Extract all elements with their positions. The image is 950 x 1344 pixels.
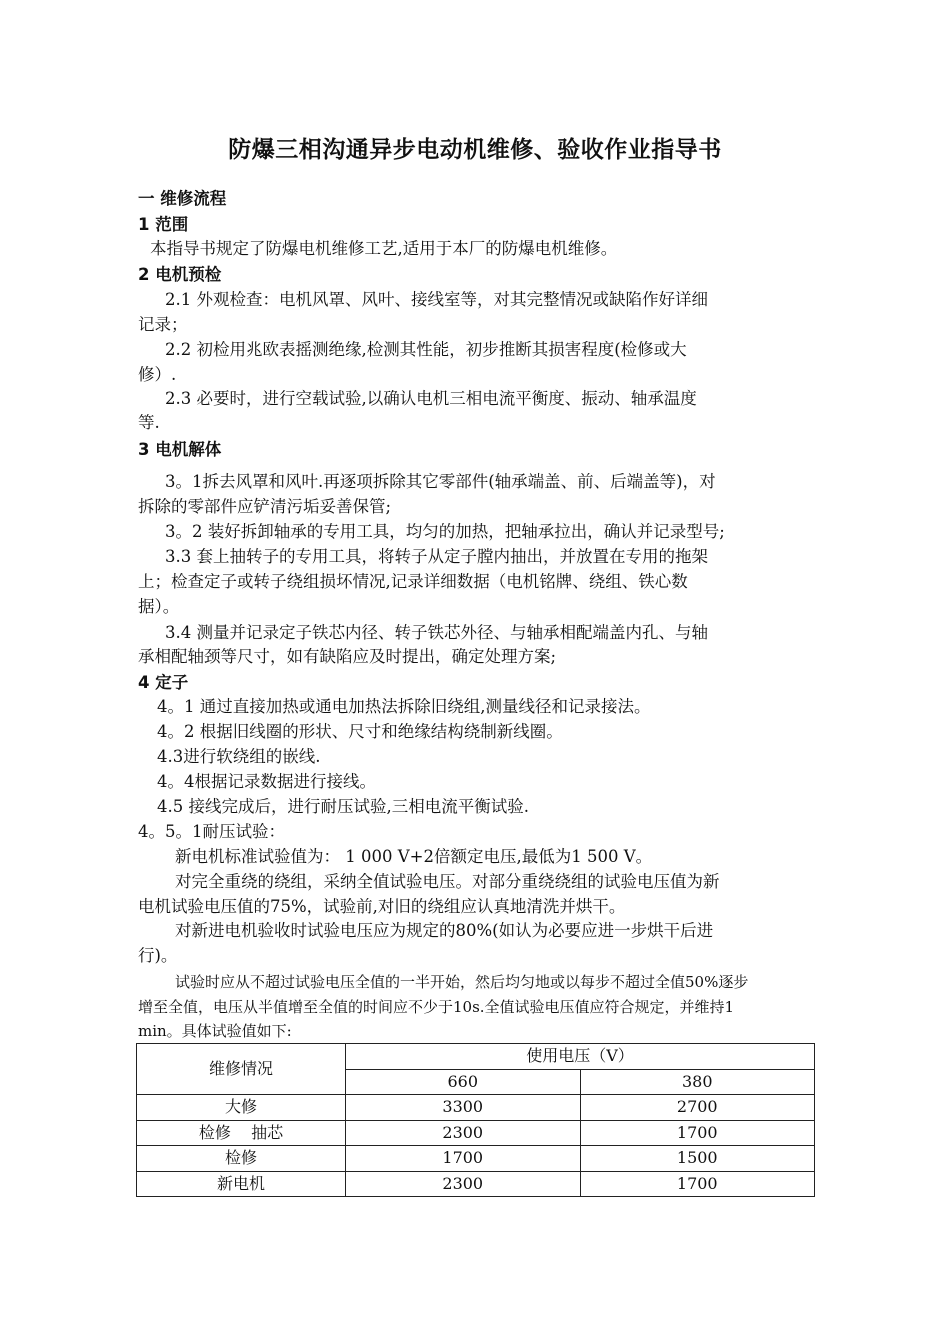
table-cell-label: 新电机 [137, 1171, 346, 1197]
table-cell: 1700 [346, 1146, 581, 1172]
section-heading: 1 范围 [138, 215, 189, 234]
table-cell: 1500 [580, 1146, 815, 1172]
paragraph-line: 拆除的零部件应铲清污垢妥善保管; [138, 497, 392, 516]
table-cell: 2300 [346, 1120, 581, 1146]
table-row [137, 1146, 815, 1172]
paragraph-line: 4。1 通过直接加热或通电加热法拆除旧绕组,测量线径和记录接法。 [157, 697, 651, 716]
paragraph-line: 增至全值，电压从半值增至全值的时间应不少于10s.全值试验电压值应符合规定，并维持1 [138, 998, 735, 1016]
table-row [137, 1095, 815, 1121]
paragraph-line: 电机试验电压值的75%，试验前,对旧的绕组应认真地清洗并烘干。 [138, 897, 626, 916]
section-heading: 3 电机解体 [138, 440, 222, 459]
paragraph-line: 2.2 初检用兆欧表摇测绝缘,检测其性能，初步推断其损害程度(检修或大 [165, 340, 687, 359]
table-cell-label: 大修 [137, 1095, 346, 1121]
paragraph-line: 4.3进行软绕组的嵌线. [157, 747, 321, 766]
section-heading: 一 维修流程 [138, 189, 227, 208]
paragraph-line: 修）. [138, 365, 177, 384]
paragraph-line: 行)。 [138, 946, 178, 965]
paragraph-line: 对完全重绕的绕组，采纳全值试验电压。对部分重绕绕组的试验电压值为新 [175, 872, 720, 891]
table-row [137, 1120, 815, 1146]
paragraph-line: 4。5。1耐压试验： [138, 822, 285, 841]
paragraph-line: 3。1拆去风罩和风叶.再逐项拆除其它零部件(轴承端盖、前、后端盖等)，对 [165, 472, 716, 491]
paragraph-line: 新电机标准试验值为： 1 000 V+2倍额定电压,最低为1 500 V。 [175, 847, 653, 866]
section-heading: 4 定子 [138, 673, 189, 692]
table-cell: 2300 [346, 1171, 581, 1197]
paragraph-line: 据）。 [138, 597, 180, 616]
table-subheader-380: 380 [580, 1069, 815, 1095]
table-header-voltage: 使用电压（V） [346, 1044, 815, 1070]
paragraph-line: 等. [138, 413, 160, 432]
document-title: 防爆三相沟通异步电动机维修、验收作业指导书 [228, 137, 722, 163]
paragraph-line: 3.3 套上抽转子的专用工具，将转子从定子膛内抽出，并放置在专用的拖架 [165, 547, 708, 566]
paragraph-line: min。具体试验值如下: [138, 1022, 292, 1040]
paragraph-line: 4。2 根据旧线圈的形状、尺寸和绝缘结构绕制新线圈。 [157, 722, 563, 741]
paragraph-line: 3。2 装好拆卸轴承的专用工具，均匀的加热，把轴承拉出，确认并记录型号; [165, 522, 725, 541]
table-cell: 2700 [580, 1095, 815, 1121]
paragraph-line: 记录； [138, 315, 188, 334]
paragraph-line: 3.4 测量并记录定子铁芯内径、转子铁芯外径、与轴承相配端盖内孔、与轴 [165, 623, 708, 642]
table-cell: 1700 [580, 1120, 815, 1146]
paragraph-line: 本指导书规定了防爆电机维修工艺,适用于本厂的防爆电机维修。 [150, 239, 618, 258]
paragraph-line: 承相配轴颈等尺寸，如有缺陷应及时提出，确定处理方案; [138, 647, 557, 666]
paragraph-line: 2.1 外观检查：电机风罩、风叶、接线室等，对其完整情况或缺陷作好详细 [165, 290, 708, 309]
paragraph-line: 上；检查定子或转子绕组损坏情况,记录详细数据（电机铭牌、绕组、铁心数 [138, 572, 688, 591]
table-header-repair: 维修情况 [137, 1044, 346, 1095]
table-cell: 1700 [580, 1171, 815, 1197]
table-cell: 3300 [346, 1095, 581, 1121]
table-subheader-660: 660 [346, 1069, 581, 1095]
table-cell-label: 检修 抽芯 [137, 1120, 346, 1146]
section-heading: 2 电机预检 [138, 265, 222, 284]
paragraph-line: 4.5 接线完成后，进行耐压试验,三相电流平衡试验. [157, 797, 529, 816]
paragraph-line: 对新进电机验收时试验电压应为规定的80%(如认为必要应进一步烘干后进 [175, 921, 714, 940]
paragraph-line: 试验时应从不超过试验电压全值的一半开始，然后均匀地或以每步不超过全值50%逐步 [175, 973, 749, 991]
table-cell-label: 检修 [137, 1146, 346, 1172]
test-voltage-table [136, 1043, 815, 1197]
paragraph-line: 2.3 必要时，进行空载试验,以确认电机三相电流平衡度、振动、轴承温度 [165, 389, 697, 408]
table-row [137, 1171, 815, 1197]
paragraph-line: 4。4根据记录数据进行接线。 [157, 772, 376, 791]
